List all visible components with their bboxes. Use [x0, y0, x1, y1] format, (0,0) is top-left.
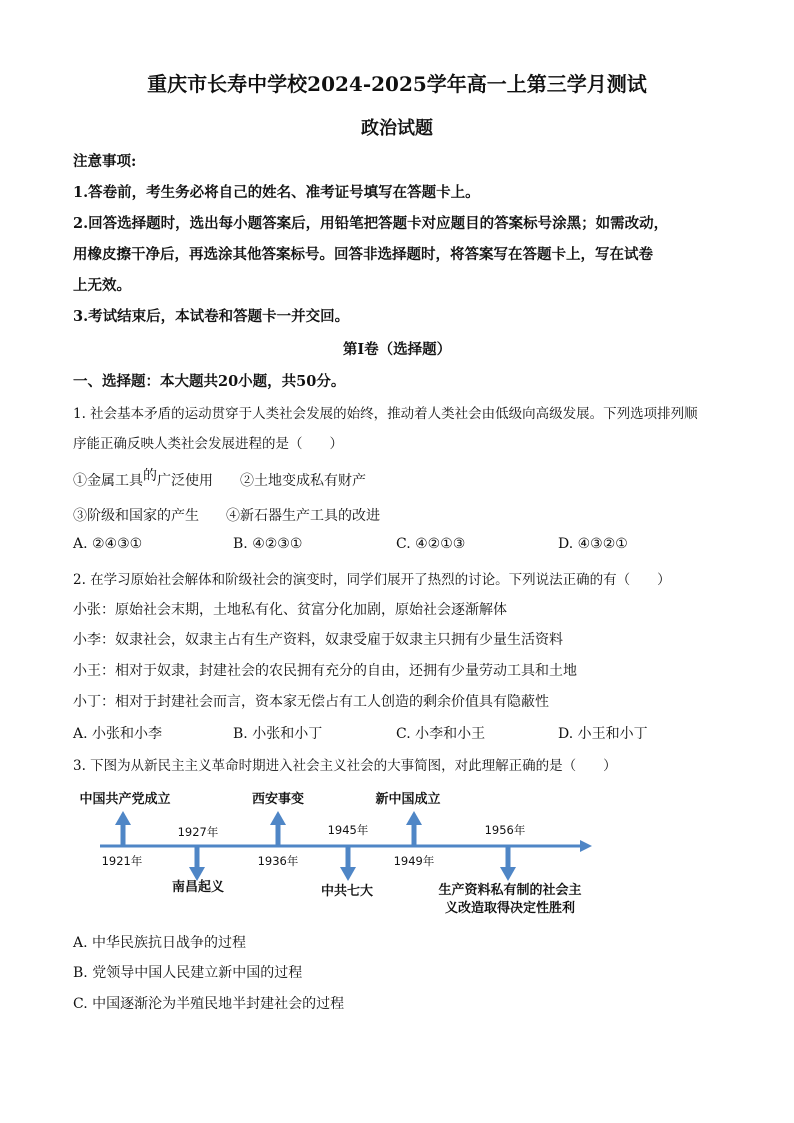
q2-statement-ding: 小丁：相对于封建社会而言，资本家无偿占有工人创造的剩余价值具有隐蔽性	[73, 694, 549, 710]
q2-statement-wang: 小王：相对于奴隶，封建社会的农民拥有充分的自由，还拥有少量劳动工具和土地	[73, 663, 577, 679]
q2-statement-zhang: 小张：原始社会末期，土地私有化、贫富分化加剧，原始社会逐渐解体	[73, 602, 507, 618]
q2-option-b[interactable]: B. 小张和小丁	[233, 726, 323, 742]
q1-item-1-text-c: 广泛使用	[157, 473, 213, 489]
note-2: 2.回答选择题时，选出每小题答案后，用铅笔把答题卡对应题目的答案标号涂黑；如需改动，	[73, 215, 669, 232]
event-prc-founded: 新中国成立	[375, 792, 441, 807]
event-seventh-congress: 中共七大	[320, 884, 374, 899]
event-socialist-transformation-line2: 义改造取得决定性胜利	[444, 901, 576, 916]
q1-item-4: ④新石器生产工具的改进	[226, 508, 380, 524]
arrow-up-1936	[270, 811, 286, 846]
q2-option-a[interactable]: A. 小张和小李	[73, 726, 163, 742]
year-1956: 1956年	[484, 823, 526, 837]
arrow-down-1956	[500, 846, 516, 881]
q2-option-d[interactable]: D. 小王和小丁	[558, 726, 648, 742]
year-1949: 1949年	[393, 854, 435, 868]
note-2-end: 上无效。	[73, 277, 131, 294]
event-cpc-founded: 中国共产党成立	[79, 792, 171, 807]
year-1945: 1945年	[327, 823, 369, 837]
q2-option-c[interactable]: C. 小李和小王	[396, 726, 486, 742]
q3-option-b[interactable]: B. 党领导中国人民建立新中国的过程	[73, 965, 303, 981]
exam-subtitle: 政治试题	[361, 118, 433, 139]
exam-title: 重庆市长寿中学校2024-2025学年高一上第三学月测试	[147, 72, 647, 96]
q1-option-b[interactable]: B. ④②③①	[233, 536, 303, 552]
arrow-up-1921	[115, 811, 131, 846]
q1-option-c[interactable]: C. ④②①③	[396, 536, 466, 552]
part-heading: 第Ⅰ卷（选择题）	[342, 341, 452, 358]
q1-stem-line1: 1. 社会基本矛盾的运动贯穿于人类社会发展的始终，推动着人类社会由低级向高级发展。下列选项排列顺	[73, 406, 698, 422]
q2-statement-li: 小李：奴隶社会，奴隶主占有生产资料，奴隶受雇于奴隶主只拥有少量生活资料	[73, 632, 563, 648]
q1-item-2: ②土地变成私有财产	[240, 473, 366, 489]
q1-option-d[interactable]: D. ④③②①	[558, 536, 628, 552]
arrow-up-1949	[406, 811, 422, 846]
q3-timeline-diagram	[70, 783, 610, 923]
timeline-axis-arrowhead	[580, 840, 592, 852]
arrow-down-1945	[340, 846, 356, 881]
q3-option-a[interactable]: A. 中华民族抗日战争的过程	[73, 935, 247, 951]
notes-heading: 注意事项:	[73, 153, 137, 170]
year-1927: 1927年	[177, 825, 219, 839]
q1-item-1-text-b: 的	[143, 468, 157, 484]
event-nanchang-uprising: 南昌起义	[171, 880, 225, 895]
note-2-cont: 用橡皮擦干净后，再选涂其他答案标号。回答非选择题时，将答案写在答题卡上，写在试卷	[73, 246, 653, 263]
note-1: 1.答卷前，考生务必将自己的姓名、准考证号填写在答题卡上。	[73, 184, 480, 201]
year-1921: 1921年	[101, 854, 143, 868]
q2-stem: 2. 在学习原始社会解体和阶级社会的演变时，同学们展开了热烈的讨论。下列说法正确的有（ ）	[73, 572, 671, 588]
section-heading: 一、选择题：本大题共20小题，共50分。	[73, 373, 346, 390]
q1-item-3: ③阶级和国家的产生	[73, 508, 199, 524]
q3-option-c[interactable]: C. 中国逐渐沦为半殖民地半封建社会的过程	[73, 996, 345, 1012]
arrow-down-1927	[189, 846, 205, 881]
event-socialist-transformation-line1: 生产资料私有制的社会主	[438, 883, 582, 898]
event-xian-incident: 西安事变	[251, 792, 305, 807]
q1-option-a[interactable]: A. ②④③①	[73, 536, 143, 552]
q1-item-1	[73, 470, 213, 490]
q1-stem-line2: 序能正确反映人类社会发展进程的是（ ）	[73, 436, 343, 452]
q1-item-1-text-a: ①金属工具	[73, 473, 143, 489]
q3-stem: 3. 下图为从新民主主义革命时期进入社会主义社会的大事简图，对此理解正确的是（ ）	[73, 758, 617, 774]
year-1936: 1936年	[257, 854, 299, 868]
note-3: 3.考试结束后，本试卷和答题卡一并交回。	[73, 308, 350, 325]
